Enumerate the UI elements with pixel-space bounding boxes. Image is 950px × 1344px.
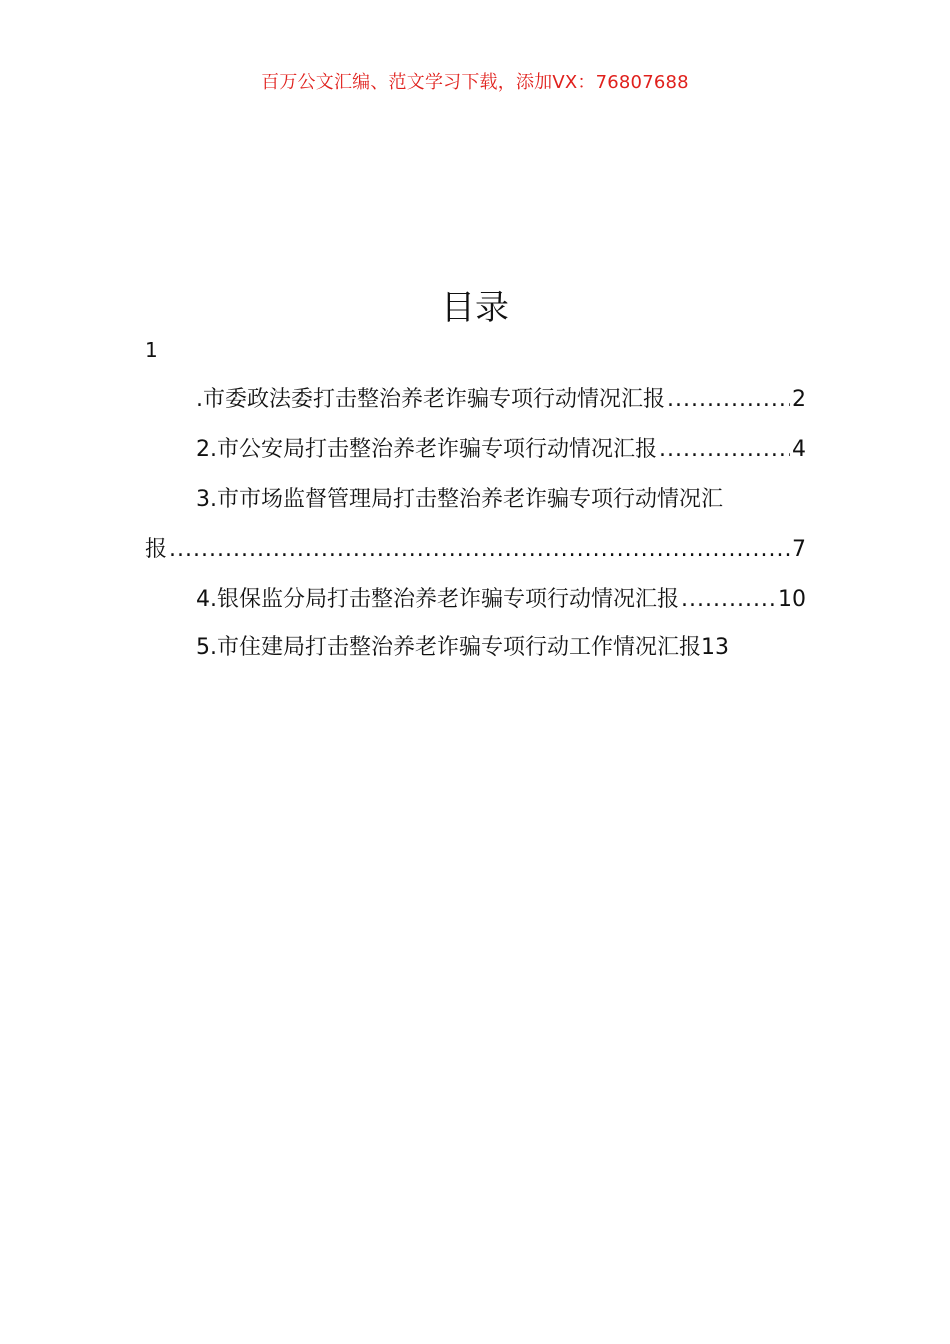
toc-entry-text: .市委政法委打击整治养老诈骗专项行动情况汇报 bbox=[196, 387, 665, 412]
toc-entry-page: 7 bbox=[792, 537, 806, 562]
toc-entry-text-continuation: 报 bbox=[145, 537, 168, 562]
toc-entry-4[interactable] bbox=[196, 586, 806, 614]
toc-entry-text: 3.市市场监督管理局打击整治养老诈骗专项行动情况汇 bbox=[196, 487, 723, 512]
toc-first-number: 1 bbox=[145, 338, 158, 362]
dot-leader bbox=[667, 386, 790, 414]
toc-entry-page: 10 bbox=[778, 587, 806, 612]
watermark-header-note: 百万公文汇编、范文学习下载，添加VX：76807688 bbox=[261, 72, 689, 93]
toc-title: 目录 bbox=[441, 288, 509, 328]
toc-entry-5[interactable] bbox=[196, 634, 806, 662]
dot-leader bbox=[169, 536, 790, 564]
dot-leader bbox=[681, 586, 776, 614]
toc-entry-3-continuation[interactable] bbox=[145, 536, 806, 564]
toc-entry-1[interactable] bbox=[196, 386, 806, 414]
toc-entry-3[interactable] bbox=[196, 486, 806, 514]
toc-entry-page: 2 bbox=[792, 387, 806, 412]
toc-entry-page: 4 bbox=[792, 437, 806, 462]
toc-entry-text: 4.银保监分局打击整治养老诈骗专项行动情况汇报 bbox=[196, 587, 679, 612]
toc-entry-text: 5.市住建局打击整治养老诈骗专项行动工作情况汇报 bbox=[196, 635, 701, 660]
toc-entry-page: 13 bbox=[701, 635, 729, 660]
dot-leader bbox=[659, 436, 790, 464]
toc-entry-2[interactable] bbox=[196, 436, 806, 464]
toc-entry-text: 2.市公安局打击整治养老诈骗专项行动情况汇报 bbox=[196, 437, 657, 462]
